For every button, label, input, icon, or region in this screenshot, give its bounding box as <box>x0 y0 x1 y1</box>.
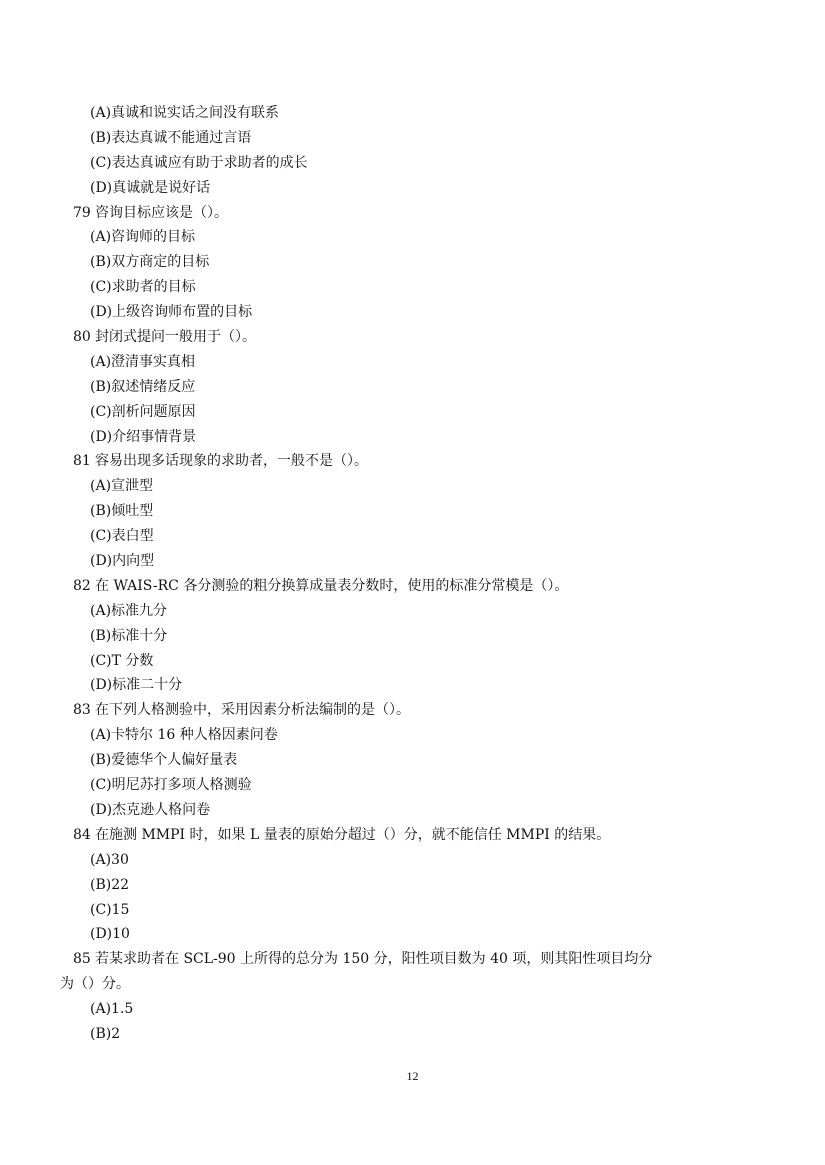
question-number: 82 <box>73 577 91 594</box>
question-text: 容易出现多话现象的求助者，一般不是（）。 <box>95 453 368 470</box>
option-line: (B)标准十分 <box>90 627 168 644</box>
option-line: (B)双方商定的目标 <box>90 254 210 271</box>
question-number: 83 <box>73 702 91 719</box>
option-line: (A)咨询师的目标 <box>90 229 196 246</box>
option-line: (A)标准九分 <box>90 602 168 619</box>
option-line: (A)真诚和说实话之间没有联系 <box>90 105 280 121</box>
question-text: 在 WAIS-RC 各分测验的粗分换算成量表分数时，使用的标准分常模是（）。 <box>95 577 569 594</box>
question-number: 81 <box>73 453 91 470</box>
question-text: 在下列人格测验中，采用因素分析法编制的是（）。 <box>95 702 410 719</box>
option-line: (D)标准二十分 <box>90 677 183 694</box>
question-number: 84 <box>73 826 91 843</box>
option-line: (C)T 分数 <box>90 652 154 669</box>
option-line: (B)爱德华个人偏好量表 <box>90 752 238 769</box>
option-line: (D)上级咨询师布置的目标 <box>90 304 253 321</box>
option-line: (C)15 <box>90 901 130 918</box>
option-line: (B)表达真诚不能通过言语 <box>90 129 252 146</box>
option-line: (B)22 <box>90 876 130 893</box>
page-number: 12 <box>406 1069 419 1083</box>
question-82 <box>73 574 763 599</box>
question-list <box>60 101 763 1047</box>
option-line: (C)明尼苏打多项人格测验 <box>90 777 252 794</box>
option-line: (D)10 <box>90 926 130 943</box>
option-line: (A)澄清事实真相 <box>90 353 196 370</box>
option-line: (D)介绍事情背景 <box>90 428 197 445</box>
option-line: (A)宣泄型 <box>90 478 154 495</box>
option-line: (D)杰克逊人格问卷 <box>90 801 211 818</box>
question-text: 在施测 MMPI 时，如果 L 量表的原始分超过（）分，就不能信任 MMPI 的结果。 <box>95 826 611 843</box>
option-line: (A)1.5 <box>90 1001 134 1018</box>
option-line: (C)剖析问题原因 <box>90 403 196 420</box>
option-line: (C)求助者的目标 <box>90 279 196 296</box>
question-85 <box>73 947 763 972</box>
option-line: (B)叙述情绪反应 <box>90 378 196 395</box>
question-81 <box>73 449 763 474</box>
option-line: (C)表达真诚应有助于求助者的成长 <box>90 154 308 171</box>
option-line: (D)内向型 <box>90 553 155 570</box>
option-line: (C)表白型 <box>90 528 154 545</box>
question-text: 若某求助者在 SCL-90 上所得的总分为 150 分，阳性项目数为 40 项，则其阳性项目均分 <box>95 951 653 968</box>
question-84 <box>73 823 763 848</box>
question-text: 封闭式提问一般用于（）。 <box>95 329 256 346</box>
question-text: 咨询目标应该是（）。 <box>95 204 228 221</box>
question-number: 80 <box>73 329 91 346</box>
option-line: (B)倾吐型 <box>90 503 154 520</box>
question-number: 79 <box>73 204 91 221</box>
question-83 <box>73 698 763 723</box>
option-line: (A)卡特尔 16 种人格因素问卷 <box>90 727 278 744</box>
option-line: (A)30 <box>90 851 129 868</box>
question-number: 85 <box>73 951 91 968</box>
question-80 <box>73 325 763 350</box>
option-line: (D)真诚就是说好话 <box>90 179 211 196</box>
question-text-continuation: 为（）分。 <box>60 976 130 993</box>
question-79 <box>73 201 763 226</box>
option-line: (B)2 <box>90 1025 121 1042</box>
